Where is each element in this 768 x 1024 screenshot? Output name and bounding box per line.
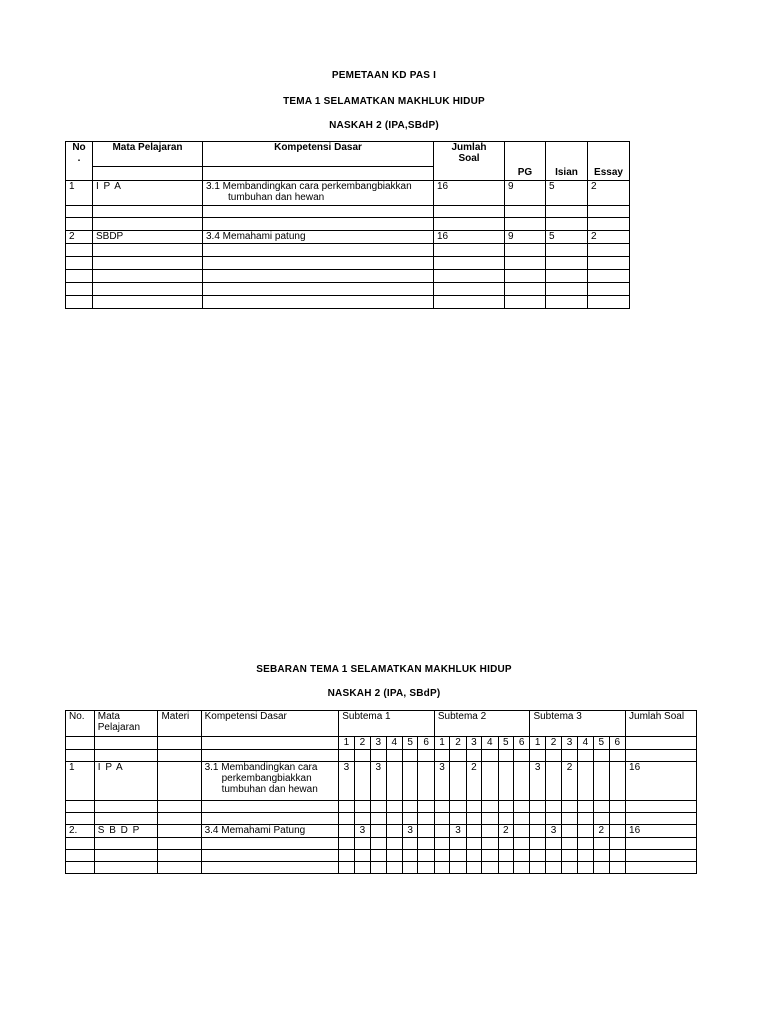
cell-subtema-value: 3 — [450, 825, 466, 838]
cell-pg: 9 — [505, 231, 546, 244]
cell-jumlah: 16 — [626, 762, 697, 801]
subtema-number: 4 — [386, 737, 402, 750]
cell-subtema-value: 3 — [530, 762, 545, 801]
table-row — [66, 283, 630, 296]
cell-kd: 3.4 Memahami Patung — [201, 825, 339, 838]
cell-kd-line2: perkembangbiakkan — [221, 773, 312, 784]
table-row — [66, 850, 697, 862]
cell-materi — [158, 825, 201, 838]
cell-subtema-value — [450, 762, 466, 801]
section1-naskah: NASKAH 2 (IPA,SBdP) — [329, 120, 439, 131]
cell-pg: 9 — [505, 181, 546, 206]
subtema-number: 1 — [530, 737, 545, 750]
header-pg-top — [505, 142, 546, 167]
subtema-number: 1 — [339, 737, 354, 750]
cell-kd-line3: tumbuhan dan hewan — [221, 784, 318, 795]
table-row — [66, 862, 697, 874]
table-row — [66, 750, 697, 762]
cell-kd — [201, 762, 339, 801]
subtema-number: 3 — [562, 737, 577, 750]
header-subtema-3: Subtema 3 — [530, 711, 626, 737]
section2-naskah: NASKAH 2 (IPA, SBdP) — [327, 688, 441, 699]
table-row — [66, 244, 630, 257]
cell-subtema-value — [482, 762, 498, 801]
cell-subtema-value: 3 — [402, 825, 417, 838]
subtema-number: 2 — [354, 737, 370, 750]
cell-no: 1 — [66, 762, 95, 801]
cell-subtema-value — [562, 825, 577, 838]
header-materi: Materi — [158, 711, 201, 737]
subtema-number: 2 — [450, 737, 466, 750]
header-mapel-line1: Mata — [97, 711, 120, 722]
header-kd-blank — [203, 167, 434, 181]
table-row — [66, 270, 630, 283]
cell-subtema-value — [402, 762, 417, 801]
cell-materi — [158, 762, 201, 801]
cell-subtema-value: 2 — [562, 762, 577, 801]
table-row — [66, 813, 697, 825]
cell-subtema-value — [371, 825, 386, 838]
cell-no: 1 — [66, 181, 93, 206]
subtema-number: 5 — [594, 737, 609, 750]
subtema-number: 4 — [482, 737, 498, 750]
header-no-dot: . — [77, 153, 81, 164]
cell-subtema-value: 2 — [466, 762, 481, 801]
header-subtema-1: Subtema 1 — [339, 711, 435, 737]
subtema-number: 1 — [434, 737, 449, 750]
kd-mapping-table — [65, 141, 630, 309]
subtema-number: 6 — [513, 737, 530, 750]
cell-kd-line1: 3.1 Membandingkan cara — [204, 762, 318, 773]
cell-subtema-value — [354, 762, 370, 801]
subtema-number: 3 — [466, 737, 481, 750]
cell-subtema-value — [545, 762, 561, 801]
table-row — [66, 206, 630, 218]
cell-jumlah: 16 — [434, 231, 505, 244]
header-mapel-line2: Pelajaran — [97, 722, 141, 733]
table-row — [66, 257, 630, 270]
cell-mapel: I P A — [93, 181, 203, 206]
cell-subtema-value: 3 — [371, 762, 386, 801]
cell-jumlah: 16 — [626, 825, 697, 838]
cell-mapel: S B D P — [94, 825, 158, 838]
table-row — [66, 296, 630, 309]
cell-subtema-value: 3 — [354, 825, 370, 838]
cell-kd-line1: 3.1 Membandingkan cara perkembangbiakkan — [206, 181, 412, 192]
section1-subtitle: TEMA 1 SELAMATKAN MAKHLUK HIDUP — [283, 96, 485, 107]
cell-isian: 5 — [546, 181, 588, 206]
cell-subtema-value — [594, 762, 609, 801]
header-no: No. — [66, 711, 95, 737]
subtema-number: 6 — [418, 737, 435, 750]
header-jumlah-line1: Jumlah — [451, 142, 487, 153]
header-pg: PG — [505, 167, 546, 181]
cell-subtema-value — [513, 762, 530, 801]
cell-subtema-value — [513, 825, 530, 838]
table-header-row — [66, 142, 630, 167]
table-row — [66, 825, 697, 838]
cell-subtema-value: 3 — [545, 825, 561, 838]
subtema-number: 5 — [402, 737, 417, 750]
cell-subtema-value: 3 — [434, 762, 449, 801]
cell-isian: 5 — [546, 231, 588, 244]
table-header-row — [66, 711, 697, 737]
header-essay-top — [588, 142, 630, 167]
cell-subtema-value: 2 — [594, 825, 609, 838]
header-isian-top — [546, 142, 588, 167]
table-row — [66, 218, 630, 231]
cell-subtema-value — [577, 762, 593, 801]
cell-subtema-value — [386, 762, 402, 801]
header-jumlah: Jumlah Soal — [626, 711, 697, 737]
cell-subtema-value — [609, 762, 626, 801]
header-essay: Essay — [588, 167, 630, 181]
cell-subtema-value: 3 — [339, 762, 354, 801]
header-jumlah — [434, 142, 505, 181]
subtema-number: 4 — [577, 737, 593, 750]
table-row — [66, 838, 697, 850]
cell-kd-line2: tumbuhan dan hewan — [228, 192, 325, 203]
sebaran-table — [65, 710, 697, 874]
cell-essay: 2 — [588, 231, 630, 244]
table-row — [66, 181, 630, 206]
table-row — [66, 231, 630, 244]
subtema-number: 6 — [609, 737, 626, 750]
cell-kd: 3.4 Memahami patung — [203, 231, 434, 244]
header-mapel — [94, 711, 158, 737]
cell-subtema-value — [466, 825, 481, 838]
subtema-number: 5 — [498, 737, 513, 750]
header-no-label: No — [72, 142, 86, 153]
cell-mapel: SBDP — [93, 231, 203, 244]
cell-subtema-value — [609, 825, 626, 838]
section2-title: SEBARAN TEMA 1 SELAMATKAN MAKHLUK HIDUP — [256, 664, 512, 675]
cell-subtema-value — [386, 825, 402, 838]
header-subtema-2: Subtema 2 — [434, 711, 530, 737]
cell-subtema-value — [498, 762, 513, 801]
header-kd: Kompetensi Dasar — [203, 142, 434, 167]
subtema-number-row — [66, 737, 697, 750]
header-kd: Kompetensi Dasar — [201, 711, 339, 737]
header-mapel-blank — [93, 167, 203, 181]
table-header-row-2 — [66, 167, 630, 181]
header-mapel: Mata Pelajaran — [93, 142, 203, 167]
cell-kd — [203, 181, 434, 206]
subtema-number: 3 — [371, 737, 386, 750]
cell-essay: 2 — [588, 181, 630, 206]
cell-subtema-value — [434, 825, 449, 838]
cell-subtema-value — [482, 825, 498, 838]
cell-subtema-value: 2 — [498, 825, 513, 838]
section1-title: PEMETAAN KD PAS I — [331, 70, 437, 81]
header-no — [66, 142, 93, 181]
cell-subtema-value — [418, 762, 435, 801]
table-row — [66, 801, 697, 813]
table-row — [66, 762, 697, 801]
cell-subtema-value — [577, 825, 593, 838]
cell-subtema-value — [339, 825, 354, 838]
header-jumlah-line2: Soal — [458, 153, 480, 164]
cell-subtema-value — [418, 825, 435, 838]
cell-mapel: I P A — [94, 762, 158, 801]
header-isian: Isian — [546, 167, 588, 181]
cell-no: 2. — [66, 825, 95, 838]
subtema-number: 2 — [545, 737, 561, 750]
cell-no: 2 — [66, 231, 93, 244]
cell-subtema-value — [530, 825, 545, 838]
cell-jumlah: 16 — [434, 181, 505, 206]
